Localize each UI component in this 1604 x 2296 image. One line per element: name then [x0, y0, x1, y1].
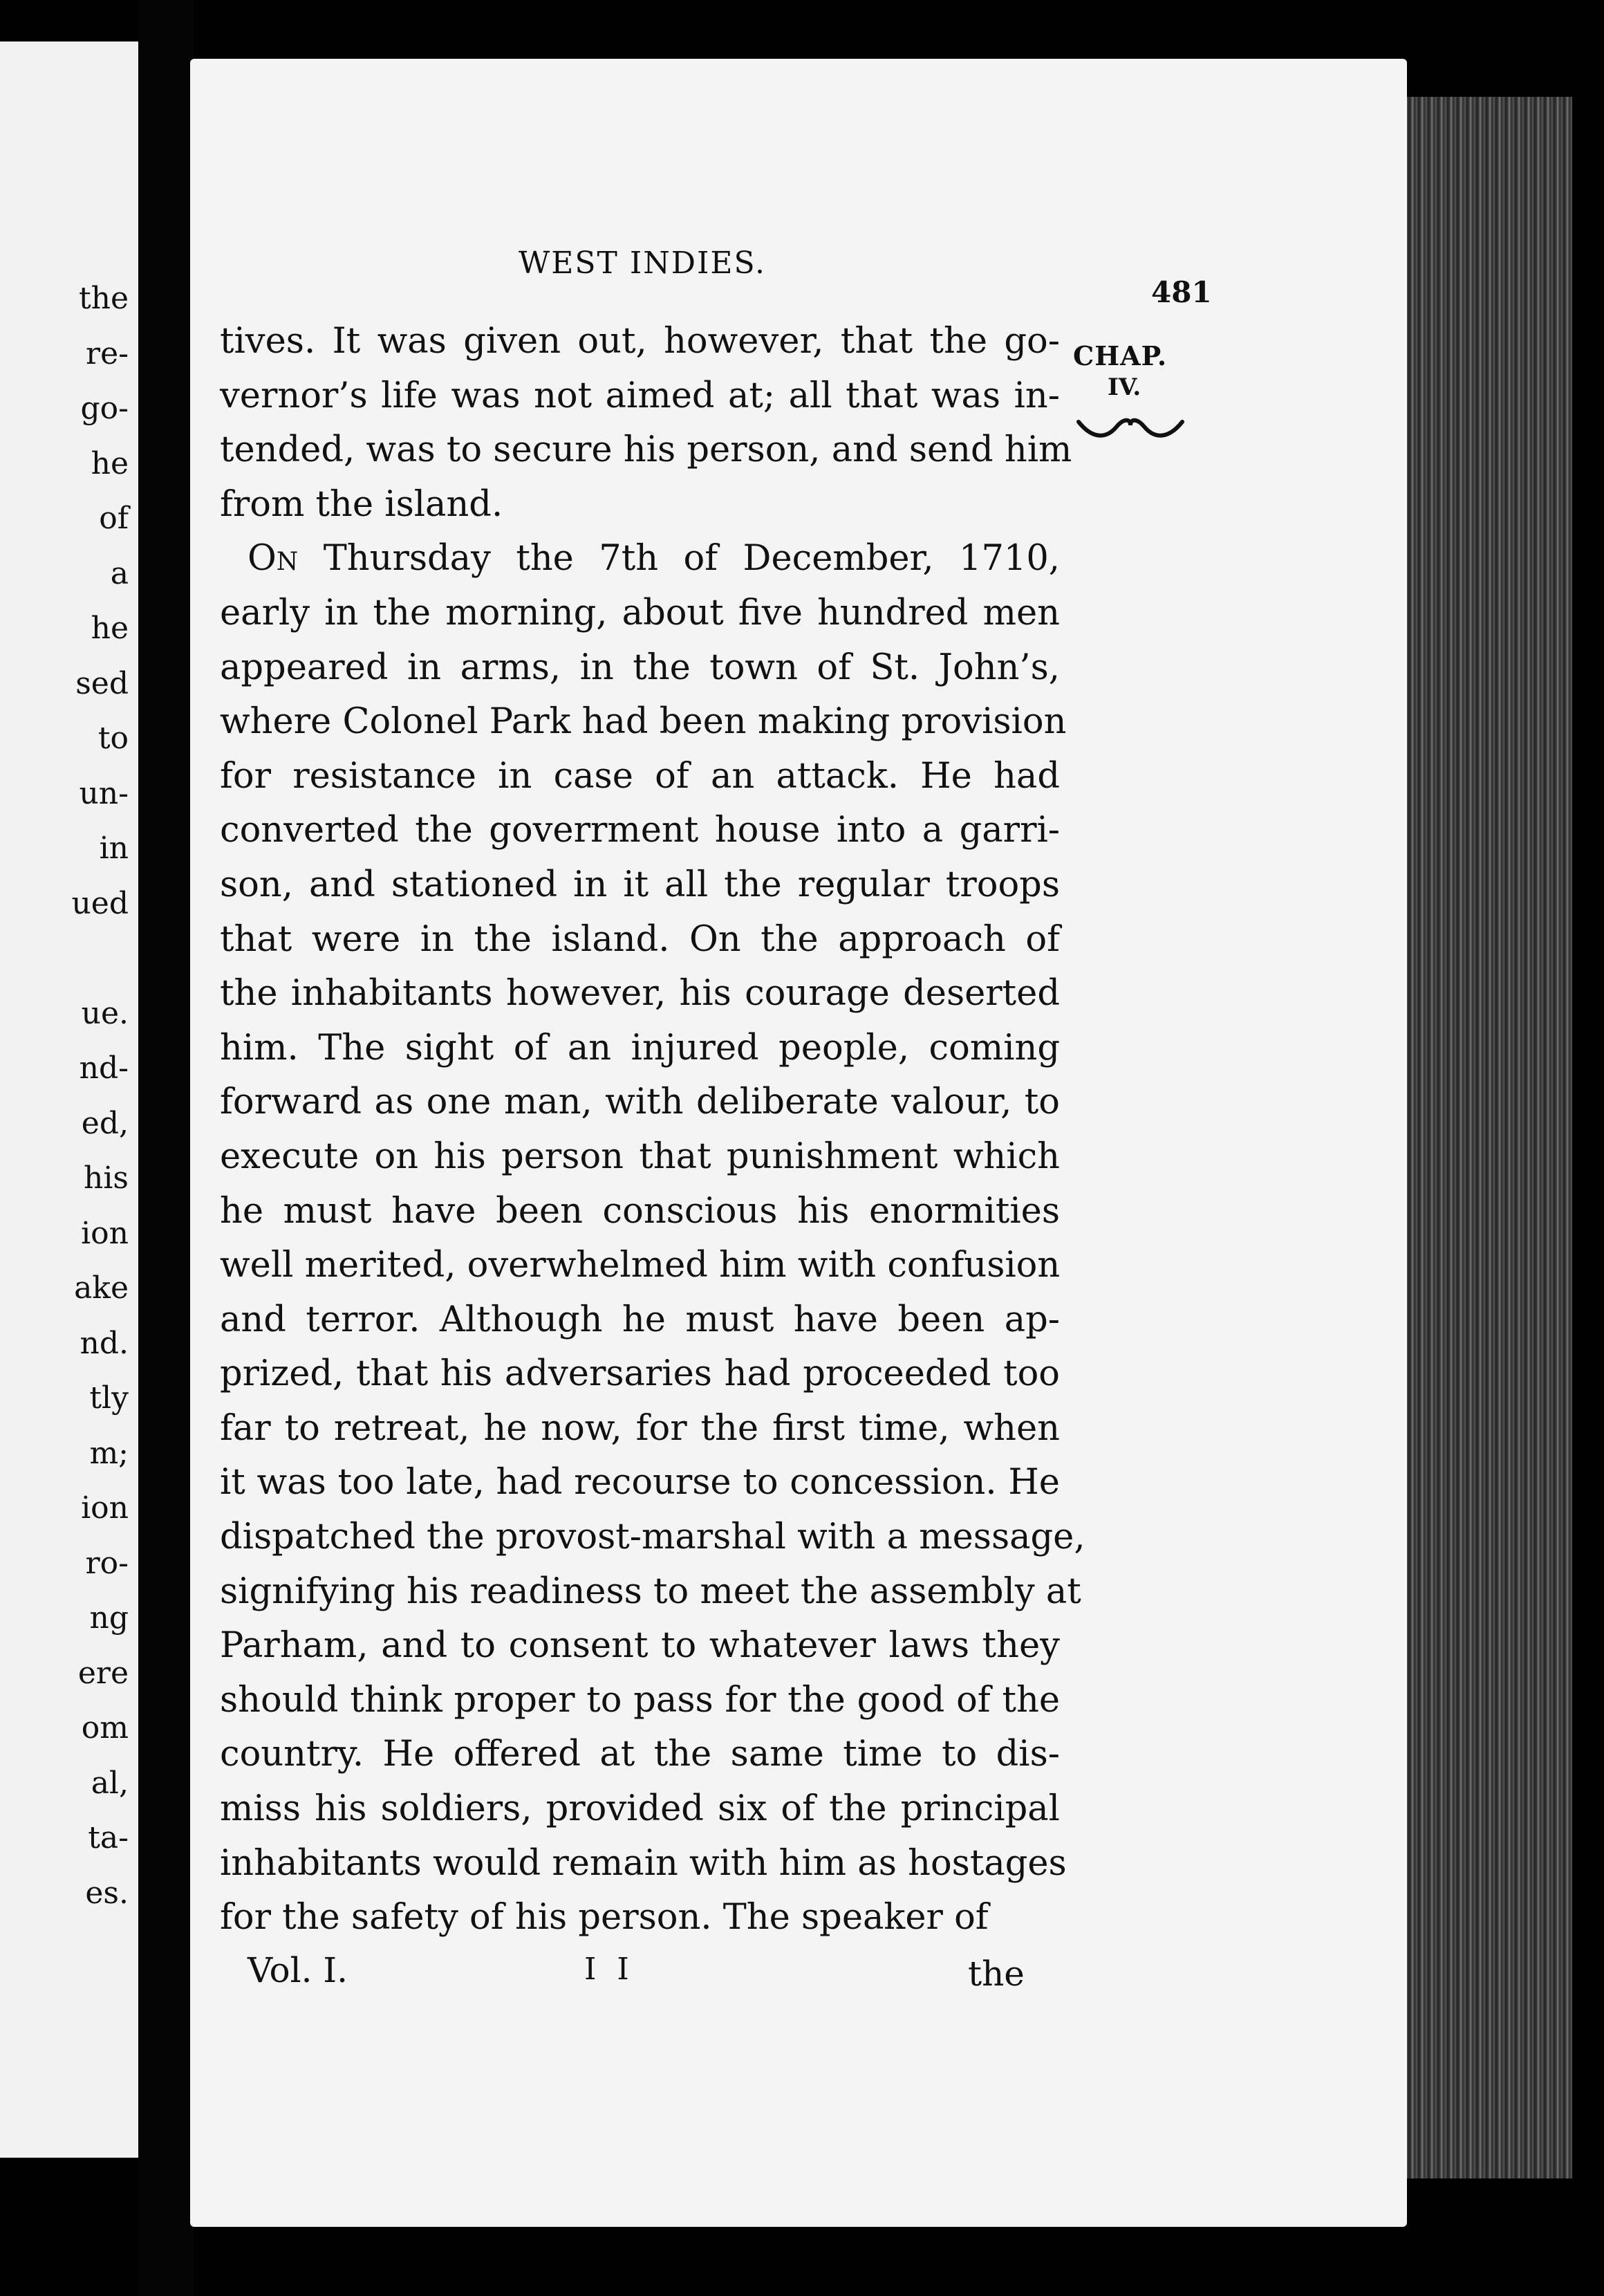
text-line: prized, that his adversaries had proceeded too [220, 1353, 1060, 1395]
text-line: the inhabitants however, his courage deserted [220, 973, 1060, 1015]
facing-line-fragment: the [78, 281, 129, 316]
facing-line-fragment: m; [89, 1435, 129, 1471]
catchword: the [968, 1954, 1025, 1994]
facing-line-fragment: sed [75, 665, 129, 701]
text-line-content: Thursday the 7th of December, 1710, [323, 538, 1060, 580]
chapter-label: CHAP. [1073, 340, 1168, 371]
text-line: miss his soldiers, provided six of the principal [220, 1788, 1060, 1830]
ornament-flourish [1075, 411, 1186, 439]
facing-line-fragment: nd. [80, 1325, 129, 1361]
text-line: tended, was to secure his person, and send him [220, 429, 1072, 471]
text-line: him. The sight of an injured people, coming [220, 1027, 1060, 1068]
facing-line-fragment: ta- [88, 1820, 129, 1855]
facing-line-fragment: ued [71, 885, 129, 921]
facing-line-fragment: of [99, 501, 129, 536]
facing-line-fragment: ng [89, 1600, 129, 1636]
text-line: from the island. [220, 483, 503, 525]
text-line: inhabitants would remain with him as hostages [220, 1842, 1067, 1884]
facing-line-fragment: al, [91, 1765, 129, 1801]
running-header: WEST INDIES. [519, 246, 767, 281]
facing-line-fragment: ere [77, 1655, 129, 1691]
text-line: that were in the island. On the approach of [220, 918, 1060, 960]
facing-line-fragment: nd- [79, 1050, 129, 1086]
facing-line-fragment: ion [81, 1490, 129, 1526]
text-line: appeared in arms, in the town of St. John’s, [220, 647, 1060, 688]
paragraph-lead: On [248, 538, 324, 580]
facing-line-fragment: his [84, 1160, 129, 1196]
text-line: forward as one man, with deliberate valour, to [220, 1082, 1060, 1123]
text-line: dispatched the provost-marshal with a message, [220, 1517, 1085, 1558]
text-line: for the safety of his person. The speaker of [220, 1897, 989, 1938]
text-line: it was too late, had recourse to concession. He [220, 1462, 1060, 1503]
text-line: converted the goverrment house into a garri- [220, 810, 1060, 851]
facing-line-fragment: a [110, 555, 129, 591]
text-line: tives. It was given out, however, that the go- [220, 321, 1060, 362]
facing-line-fragment: ro- [85, 1545, 129, 1581]
signature-mark: I I [584, 1952, 635, 1987]
facing-line-fragment: ed, [81, 1105, 129, 1141]
facing-line-fragment: tly [89, 1380, 129, 1416]
facing-line-fragment: es. [85, 1875, 129, 1911]
text-line: son, and stationed in it all the regular troops [220, 864, 1060, 905]
chapter-number: IV. [1108, 373, 1141, 401]
text-line: execute on his person that punishment which [220, 1136, 1060, 1177]
text-line: should think proper to pass for the good of the [220, 1679, 1060, 1721]
text-line: where Colonel Park had been making provision [220, 701, 1067, 743]
book-fore-edge [1397, 97, 1572, 2178]
facing-line-fragment: in [99, 831, 129, 866]
facing-line-fragment: ion [81, 1215, 129, 1251]
text-line: far to retreat, he now, for the first time, when [220, 1407, 1060, 1449]
text-line: signifying his readiness to meet the assembly at [220, 1571, 1081, 1612]
facing-line-fragment: to [97, 721, 129, 756]
text-line: well merited, overwhelmed him with confusion [220, 1245, 1061, 1286]
facing-line-fragment: he [91, 611, 129, 646]
facing-line-fragment: ue. [81, 995, 129, 1031]
text-line: he must have been conscious his enormities [220, 1190, 1060, 1232]
facing-page-fragment [0, 41, 138, 2158]
volume-label: Vol. I. [248, 1950, 348, 1990]
text-line: Parham, and to consent to whatever laws they [220, 1625, 1060, 1667]
facing-line-fragment: om [81, 1710, 129, 1746]
page-number: 481 [1151, 275, 1212, 309]
facing-line-fragment: go- [80, 391, 129, 426]
text-line: vernor’s life was not aimed at; all that was in- [220, 375, 1060, 416]
text-line: country. He offered at the same time to dis- [220, 1734, 1060, 1775]
facing-line-fragment: ake [74, 1270, 129, 1306]
facing-line-fragment: re- [86, 335, 129, 371]
book-gutter [138, 0, 194, 2296]
text-line: and terror. Although he must have been ap- [220, 1299, 1060, 1340]
text-line: for resistance in case of an attack. He had [220, 755, 1060, 797]
facing-line-fragment: he [91, 445, 129, 481]
text-line: early in the morning, about five hundred men [220, 592, 1060, 633]
facing-line-fragment: un- [79, 775, 129, 811]
body-text [220, 315, 1085, 1945]
text-line [220, 532, 1060, 586]
